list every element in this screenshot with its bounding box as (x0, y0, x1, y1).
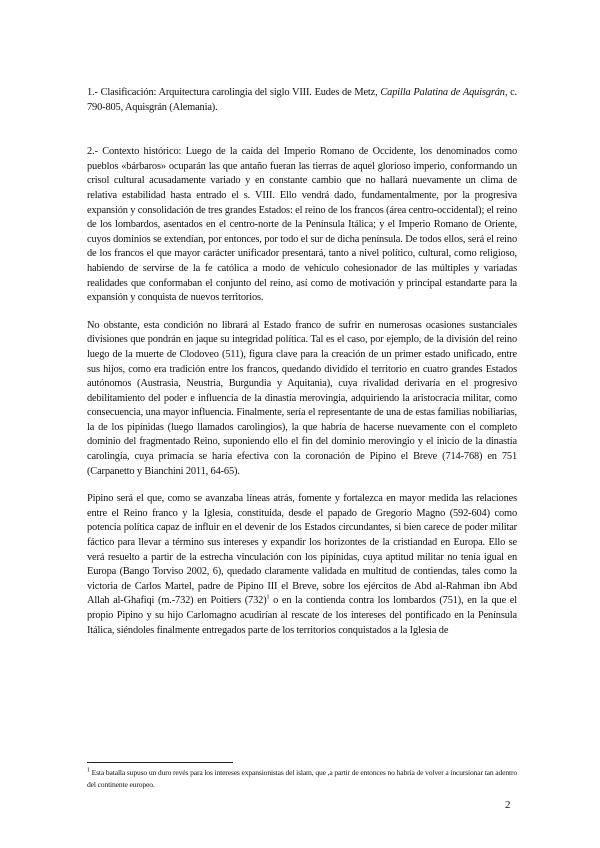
footnote-reference[interactable]: 1 (266, 594, 270, 601)
body-text (87, 86, 517, 638)
footnote (87, 767, 517, 790)
artwork-title: Capilla Palatina de Aquisgrán (380, 87, 505, 98)
pipino-text: Pipino será el que, como se avanzaba líneas atrás, fomente y fortalezca en mayor medida las relaciones entre el Reino franco y la Iglesia, constituida, desde el papado de Gregorio Magno (592-604) como potencia política capaz de influir en el devenir de los Estados circundantes, si bien carece de poder militar fáctico para llevar a término sus intereses y expandir los horizontes de la cristiandad en Europa. Ello se verá resuelto a partir de la estrecha vinculación con los pipínidas, cuya aptitud militar no tenía igual en Europa (Bango Torviso 2002, 6), quedado claramente validada en multitud de contiendas, tales como la victoria de Carlos Martel, padre de Pipino III el Breve, sobre los ejércitos de Abd al-Rahman ibn Abd Allah al-Ghafiqi (m.-732) en Poitiers (732) (87, 493, 517, 607)
classification-details: , c. 790-805, Aquisgrán (Alemania). (87, 87, 518, 113)
footnote-number: 1 (87, 767, 90, 774)
pipino-church-paragraph (87, 492, 517, 638)
classification-paragraph (87, 86, 517, 115)
frankish-divisions-paragraph: No obstante, esta condición no librará al Estado franco de sufrir en numerosas ocasiones sustanciales divisiones que pondrán en jaque su integridad política. Tal es el caso, por ejemplo, de la división del reino luego de la muerte de Clodoveo (511), figura clave para la creación de un primer estado unificado, entre sus hijos, como era tradición entre los francos, quedando dividido el territorio en cuatro grandes Estados autónomos (Austrasia, Neustria, Burgundia y Aquitania), cuya rivalidad derivaría en el progresivo debilitamiento del poder e influencia de la dinastía merovingia, adquiriendo la aristocracia militar, como consecuencia, una mayor influencia. Finalmente, sería el representante de una de estas familias nobiliarias, la de los pipínidas (luego llamados carolingios), la que habría de hacerse nuevamente con el completo dominio del fragmentado Reino, suponiendo ello el fin del dominio merovingio y el inicio de la dinastía carolingia, cuya primacía se haría efectiva con la coronación de Pipino el Breve (714-768) en 751 (Carpanetto y Bianchini 2011, 64-65). (87, 319, 517, 477)
historical-context-paragraph: 2.- Contexto histórico: Luego de la caída del Imperio Romano de Occidente, los denominados como pueblos «bárbaros» ocuparán las que antaño fueran las tierras de aquel glorioso imperio, conformando un crisol cultural acusadamente variado y en constante cambio que no hallará nuevamente un clima de relativa estabilidad hasta entrado el s. VIII. Ello vendrá dado, fundamentalmente, por la progresiva expansión y consolidación de tres grandes Estados: el reino de los francos (área centro-occidental); el reino de los lombardos, asentados en el centro-norte de la Península Itálica; y el Imperio Romano de Oriente, cuyos dominios se extendían, por entonces, por todo el sur de dicha península. De todos ellos, será el reino de los francos el que mayor carácter unificador presentará, tanto a nivel político, cultural, como religioso, habiendo de servirse de la fe católica a modo de vehículo cohesionador de las múltiples y variadas realidades que conformaban el conjunto del reino, así como de motivación y principal estandarte para la expansión y conquista de nuevos territorios. (87, 146, 517, 304)
footnote-separator (87, 762, 233, 763)
footnote-text: Esta batalla supuso un duro revés para los intereses expansionistas del islam, que ,a partir de entonces no habría de volver a incursionar tan adentro del continente europeo. (87, 768, 517, 789)
classification-text: 1.- Clasificación: Arquitectura carolingia del siglo VIII. Eudes de Metz, (87, 87, 381, 98)
page-number: 2 (505, 799, 511, 811)
pipino-text-continued: o en la contienda contra los lombardos (751), en la que el propio Pipino y su hijo Carlomagno acudirían al rescate de los intereses del pontificado en la Península Itálica, siéndoles finalmente entregados parte de los territorios conquistados a la Iglesia de (87, 595, 517, 636)
